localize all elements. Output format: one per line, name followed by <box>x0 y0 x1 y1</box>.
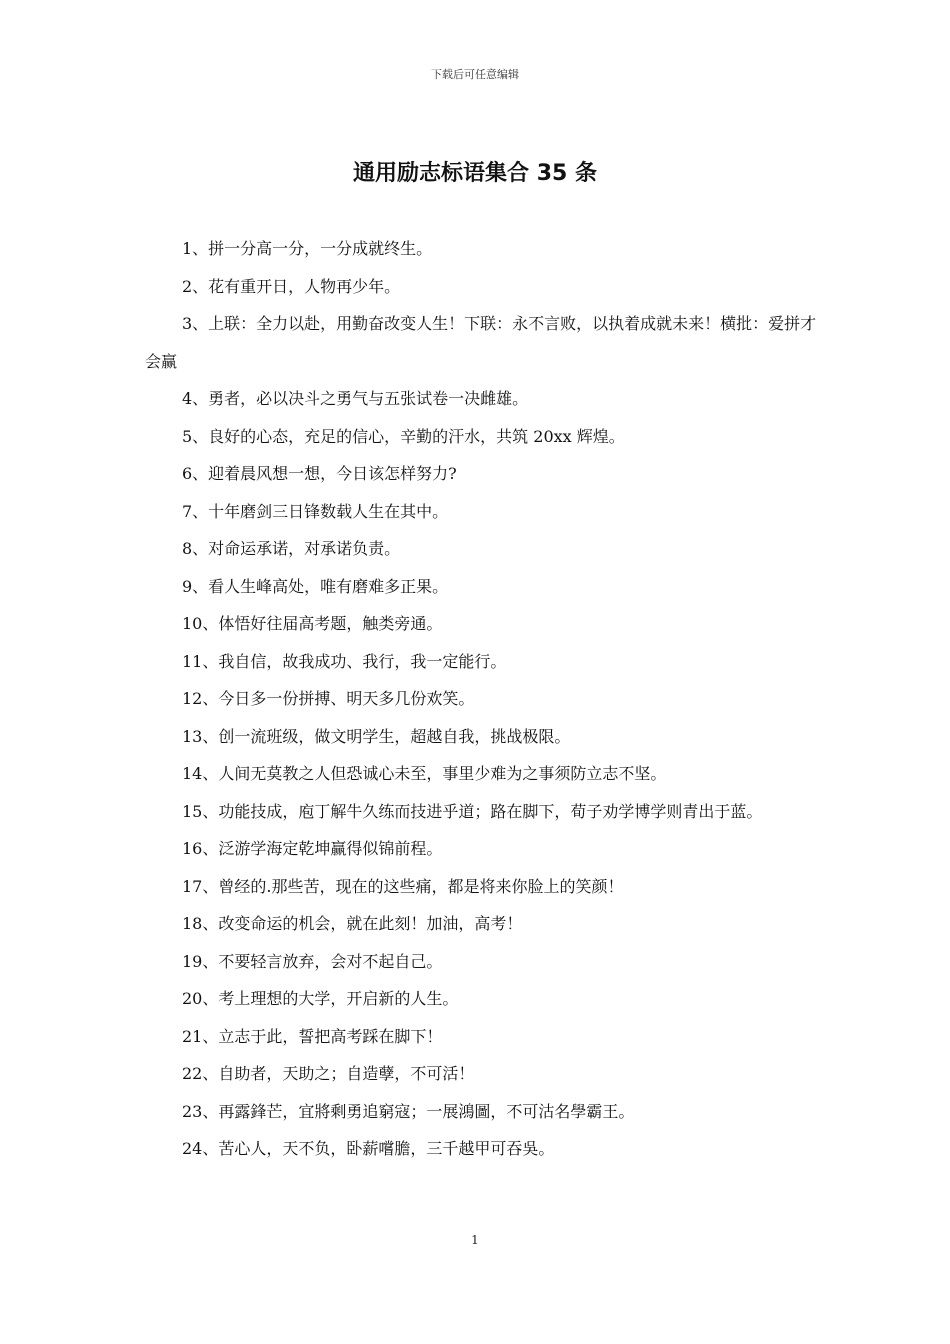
slogan-item: 2、花有重开日，人物再少年。 <box>182 276 401 296</box>
slogan-item: 11、我自信，故我成功、我行，我一定能行。 <box>182 651 507 671</box>
slogan-list <box>145 230 825 1168</box>
slogan-item: 6、迎着晨风想一想，今日该怎样努力? <box>182 464 457 483</box>
page-number: 1 <box>471 1233 479 1247</box>
slogan-item: 14、人间无莫教之人但恐诚心未至，事里少难为之事须防立志不坚。 <box>182 764 667 783</box>
slogan-item: 4、勇者，必以决斗之勇气与五张试卷一决雌雄。 <box>182 389 529 408</box>
slogan-item: 21、立志于此，誓把高考踩在脚下！ <box>182 1026 443 1046</box>
slogan-item: 5、良好的心态，充足的信心，辛勤的汗水，共筑 20xx 辉煌。 <box>182 426 625 446</box>
slogan-item: 7、十年磨剑三日锋数载人生在其中。 <box>182 501 449 521</box>
slogan-item: 22、自助者，天助之；自造孽，不可活！ <box>182 1064 475 1083</box>
slogan-item: 23、再露鋒芒，宜將剩勇追窮寇；一展鴻圖，不可沽名學霸王。 <box>182 1101 635 1121</box>
slogan-item: 13、创一流班级，做文明学生，超越自我，挑战极限。 <box>182 726 571 746</box>
slogan-item: 8、对命运承诺，对承诺负责。 <box>182 539 401 558</box>
slogan-item: 24、苦心人，天不负，卧薪嚐膽，三千越甲可吞吳。 <box>182 1139 555 1158</box>
slogan-item: 10、体悟好往届高考题，触类旁通。 <box>182 614 443 633</box>
slogan-item: 9、看人生峰高处，唯有磨难多正果。 <box>182 576 449 596</box>
slogan-item: 1、拼一分高一分，一分成就终生。 <box>182 239 433 258</box>
slogan-item: 12、今日多一份拼搏、明天多几份欢笑。 <box>182 689 475 708</box>
document-title: 通用励志标语集合 35 条 <box>353 161 597 186</box>
slogan-item: 18、改变命运的机会，就在此刻！加油，高考！ <box>182 914 523 933</box>
slogan-item: 20、考上理想的大学，开启新的人生。 <box>182 989 459 1008</box>
slogan-item: 3、上联：全力以赴，用勤奋改变人生！下联：永不言败，以执着成就未来！横批：爱拼才会赢 <box>145 314 817 371</box>
slogan-item: 17、曾经的.那些苦，现在的这些痛，都是将来你脸上的笑颜！ <box>182 876 624 896</box>
header-note: 下载后可任意编辑 <box>431 68 519 81</box>
slogan-item: 15、功能技成，庖丁解牛久练而技进乎道；路在脚下，荀子劝学博学则青出于蓝。 <box>182 801 763 821</box>
slogan-item: 16、泛游学海定乾坤赢得似锦前程。 <box>182 839 443 858</box>
slogan-item: 19、不要轻言放弃，会对不起自己。 <box>182 951 443 971</box>
